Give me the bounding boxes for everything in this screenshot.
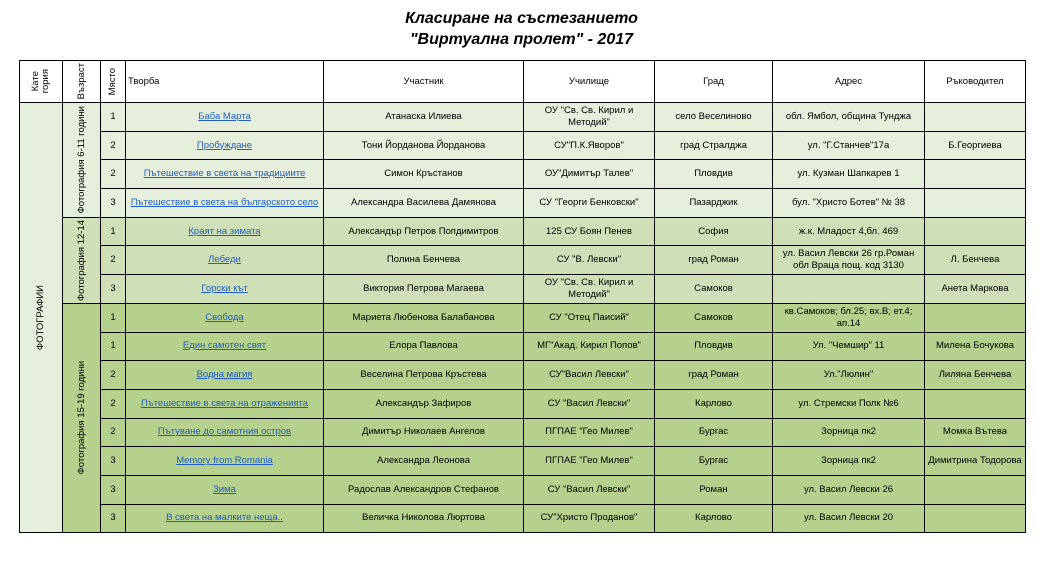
city-cell: Карлово: [655, 389, 773, 418]
work-link[interactable]: Пътешествие в света на българското село: [126, 189, 324, 218]
address-cell: обл. Ямбол, община Тунджа: [773, 103, 925, 132]
mentor-cell: Л. Бенчева: [925, 246, 1026, 275]
table-row: [20, 189, 1026, 218]
work-link[interactable]: Пътуване до самотния остров: [126, 418, 324, 447]
place-cell: 3: [101, 275, 126, 304]
header-participant: Участник: [324, 61, 524, 103]
header-school: Училище: [524, 61, 655, 103]
header-address: Адрес: [773, 61, 925, 103]
participant-cell: Александър Зафиров: [324, 389, 524, 418]
table-row: [20, 103, 1026, 132]
work-link[interactable]: Лебеди: [126, 246, 324, 275]
participant-cell: Димитър Николаев Ангелов: [324, 418, 524, 447]
work-link[interactable]: Горски кът: [126, 275, 324, 304]
place-cell: 2: [101, 160, 126, 189]
city-cell: село Веселиново: [655, 103, 773, 132]
participant-cell: Полина Бенчева: [324, 246, 524, 275]
table-row: [20, 160, 1026, 189]
school-cell: ПГПАЕ "Гео Милев": [524, 418, 655, 447]
work-link[interactable]: Memory from Romania: [126, 447, 324, 476]
work-link[interactable]: Водна магия: [126, 361, 324, 390]
school-cell: 125 СУ Боян Пенев: [524, 217, 655, 246]
table-row: [20, 389, 1026, 418]
participant-cell: Елора Павлова: [324, 332, 524, 361]
city-cell: Карлово: [655, 504, 773, 533]
address-cell: ул. "Г.Станчев"17а: [773, 131, 925, 160]
city-cell: град Роман: [655, 361, 773, 390]
participant-cell: Александра Василева Дамянова: [324, 189, 524, 218]
age-group-cell: Фотография 6-11 години: [63, 103, 101, 218]
table-row: [20, 418, 1026, 447]
work-link[interactable]: Пътешествие в света на отраженията: [126, 389, 324, 418]
participant-cell: Радослав Александров Стефанов: [324, 475, 524, 504]
header-place: Място: [101, 61, 126, 103]
participant-cell: Виктория Петрова Магаева: [324, 275, 524, 304]
table-row: [20, 475, 1026, 504]
school-cell: ОУ"Димитър Талев": [524, 160, 655, 189]
address-cell: Ул. "Чемшир" 11: [773, 332, 925, 361]
work-link[interactable]: Краят на зимата: [126, 217, 324, 246]
city-cell: Пловдив: [655, 332, 773, 361]
address-cell: Зорница пк2: [773, 418, 925, 447]
table-row: [20, 504, 1026, 533]
participant-cell: Веселина Петрова Кръстева: [324, 361, 524, 390]
school-cell: СУ "Васил Левски": [524, 389, 655, 418]
city-cell: Бургас: [655, 447, 773, 476]
school-cell: СУ"П.К.Яворов": [524, 131, 655, 160]
work-link[interactable]: Един самотен свят: [126, 332, 324, 361]
school-cell: ОУ "Св. Св. Кирил и Методий": [524, 103, 655, 132]
address-cell: кв.Самоков; бл.25; вх.В; ет.4; ап.14: [773, 303, 925, 332]
mentor-cell: Лиляна Бенчева: [925, 361, 1026, 390]
category-cell: ФОТОГРАФИИ: [20, 103, 63, 533]
mentor-cell: [925, 189, 1026, 218]
school-cell: СУ"Васил Левски": [524, 361, 655, 390]
address-cell: ул. Стремски Полк №6: [773, 389, 925, 418]
table-row: [20, 361, 1026, 390]
participant-cell: Мариета Любенова Балабанова: [324, 303, 524, 332]
title-line-1: Класиране на състезанието: [405, 10, 638, 27]
city-cell: София: [655, 217, 773, 246]
table-row: [20, 447, 1026, 476]
mentor-cell: Анета Маркова: [925, 275, 1026, 304]
city-cell: Пазарджик: [655, 189, 773, 218]
table-row: [20, 246, 1026, 275]
age-group-cell: Фотография 12-14: [63, 217, 101, 303]
header-age: Възраст: [63, 61, 101, 103]
school-cell: СУ "Георги Бенковски": [524, 189, 655, 218]
mentor-cell: Милена Бочукова: [925, 332, 1026, 361]
address-cell: Ул."Люлин": [773, 361, 925, 390]
header-city: Град: [655, 61, 773, 103]
place-cell: 3: [101, 447, 126, 476]
table-row: [20, 332, 1026, 361]
ranking-table: [19, 60, 1026, 533]
header-category-line2: гория: [40, 69, 51, 94]
city-cell: Самоков: [655, 275, 773, 304]
participant-cell: Величка Николова Люртова: [324, 504, 524, 533]
mentor-cell: [925, 303, 1026, 332]
city-cell: Пловдив: [655, 160, 773, 189]
place-cell: 2: [101, 131, 126, 160]
place-cell: 2: [101, 246, 126, 275]
place-cell: 3: [101, 504, 126, 533]
page-title: [0, 8, 1043, 50]
age-group-cell: Фотография 15-19 години: [63, 303, 101, 533]
participant-cell: Александра Леонова: [324, 447, 524, 476]
city-cell: Самоков: [655, 303, 773, 332]
header-work: Творба: [126, 61, 324, 103]
table-row: [20, 131, 1026, 160]
place-cell: 2: [101, 418, 126, 447]
mentor-cell: [925, 389, 1026, 418]
address-cell: [773, 275, 925, 304]
header-row: [20, 61, 1026, 103]
school-cell: ПГПАЕ "Гео Милев": [524, 447, 655, 476]
mentor-cell: [925, 160, 1026, 189]
address-cell: ул. Кузман Шапкарев 1: [773, 160, 925, 189]
work-link[interactable]: Пътешествие в света на традициите: [126, 160, 324, 189]
table-row: [20, 275, 1026, 304]
place-cell: 2: [101, 361, 126, 390]
mentor-cell: [925, 475, 1026, 504]
header-category-line1: Кате: [30, 71, 41, 92]
school-cell: СУ"Христо Проданов": [524, 504, 655, 533]
school-cell: СУ "Отец Паисий": [524, 303, 655, 332]
city-cell: Бургас: [655, 418, 773, 447]
place-cell: 1: [101, 103, 126, 132]
work-link[interactable]: Пробуждане: [126, 131, 324, 160]
address-cell: бул. "Христо Ботев" № 38: [773, 189, 925, 218]
title-line-2: "Виртуална пролет" - 2017: [409, 31, 634, 48]
work-link[interactable]: Свобода: [126, 303, 324, 332]
header-mentor: Ръководител: [925, 61, 1026, 103]
school-cell: ОУ "Св. Св. Кирил и Методий": [524, 275, 655, 304]
work-link[interactable]: Баба Марта: [126, 103, 324, 132]
mentor-cell: Момка Вътева: [925, 418, 1026, 447]
table-row: [20, 303, 1026, 332]
participant-cell: Александър Петров Попдимитров: [324, 217, 524, 246]
place-cell: 3: [101, 189, 126, 218]
mentor-cell: Б.Георгиева: [925, 131, 1026, 160]
work-link[interactable]: В света на малките неща..: [126, 504, 324, 533]
mentor-cell: Димитрина Тодорова: [925, 447, 1026, 476]
mentor-cell: [925, 217, 1026, 246]
header-category: [20, 61, 63, 103]
mentor-cell: [925, 504, 1026, 533]
address-cell: ул. Васил Левски 26 гр.Роман обл Враца пощ. код 3130: [773, 246, 925, 275]
city-cell: град Стралджа: [655, 131, 773, 160]
city-cell: град Роман: [655, 246, 773, 275]
mentor-cell: [925, 103, 1026, 132]
participant-cell: Тони Йорданова Йорданова: [324, 131, 524, 160]
place-cell: 3: [101, 475, 126, 504]
school-cell: МГ"Акад. Кирил Попов": [524, 332, 655, 361]
participant-cell: Симон Кръстанов: [324, 160, 524, 189]
address-cell: ул. Васил Левски 20: [773, 504, 925, 533]
table-row: [20, 217, 1026, 246]
address-cell: ул. Васил Левски 26: [773, 475, 925, 504]
place-cell: 1: [101, 217, 126, 246]
address-cell: Зорница пк2: [773, 447, 925, 476]
work-link[interactable]: Зима: [126, 475, 324, 504]
place-cell: 1: [101, 332, 126, 361]
city-cell: Роман: [655, 475, 773, 504]
place-cell: 2: [101, 389, 126, 418]
school-cell: СУ "В. Левски": [524, 246, 655, 275]
school-cell: СУ "Васил Левски": [524, 475, 655, 504]
address-cell: ж.к. Младост 4,бл. 469: [773, 217, 925, 246]
place-cell: 1: [101, 303, 126, 332]
participant-cell: Атанаска Илиева: [324, 103, 524, 132]
